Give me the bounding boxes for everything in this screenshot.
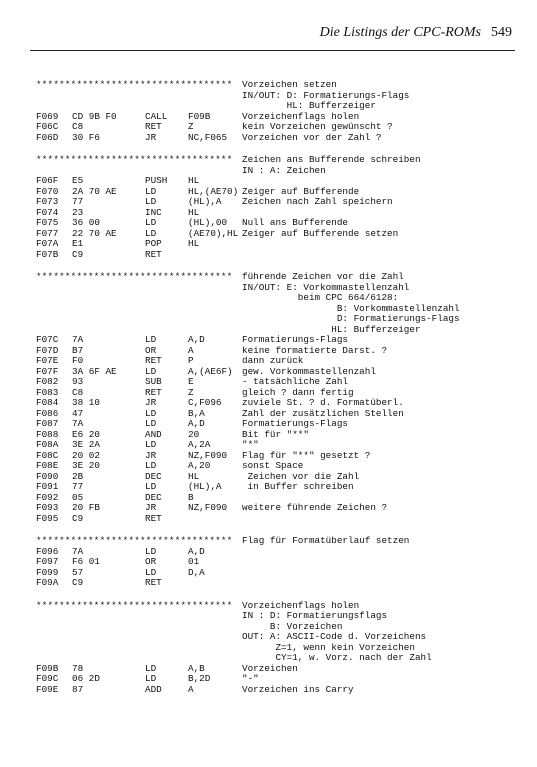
- opcode-bytes: F6 01: [72, 556, 100, 567]
- instruction-line: [36, 335, 516, 346]
- instruction-line: [36, 176, 516, 187]
- instruction-line: [36, 440, 516, 451]
- mnemonic: PUSH: [145, 175, 168, 186]
- address: F08E: [36, 460, 59, 471]
- instruction-line: [36, 133, 516, 144]
- address: F06F: [36, 175, 59, 186]
- mnemonic: CALL: [145, 110, 168, 122]
- operand: A,D: [188, 334, 205, 345]
- address: F090: [36, 470, 59, 482]
- mnemonic: LD: [145, 481, 157, 492]
- address: F07E: [36, 355, 59, 366]
- instruction-line: [36, 377, 516, 388]
- mnemonic: LD: [145, 334, 157, 345]
- opcode-bytes: 3E 20: [72, 460, 100, 471]
- mnemonic: LD: [145, 439, 157, 450]
- mnemonic: DEC: [145, 491, 162, 503]
- address: F070: [36, 185, 59, 197]
- address: F093: [36, 502, 59, 513]
- opcode-bytes: C9: [72, 577, 84, 588]
- comment-text: Vorzeichen: [242, 662, 298, 674]
- instruction-line: [36, 218, 516, 229]
- comment-text: B: Vorzeichen: [242, 620, 343, 632]
- address: F087: [36, 418, 59, 429]
- comment-text: B: Vorkommastellenzahl: [242, 302, 460, 314]
- comment-text: Vorzeichen vor der Zahl ?: [242, 131, 382, 143]
- comment-text: zuviele St. ? d. Formatüberl.: [242, 397, 404, 408]
- instruction-line: [36, 430, 516, 441]
- mnemonic: INC: [145, 206, 162, 218]
- comment-text: D: Formatierungs-Flags: [242, 313, 460, 324]
- routine-separator: [36, 536, 516, 547]
- address: F096: [36, 545, 59, 557]
- opcode-bytes: CD 9B F0: [72, 110, 117, 122]
- instruction-line: [36, 503, 516, 514]
- address: F097: [36, 556, 59, 567]
- operand: A: [188, 683, 194, 695]
- comment-text: in Buffer schreiben: [242, 481, 354, 492]
- instruction-line: [36, 557, 516, 568]
- operand: Z: [188, 386, 194, 398]
- mnemonic: LD: [145, 365, 157, 377]
- comment-line: [36, 611, 516, 622]
- opcode-bytes: E6 20: [72, 428, 100, 440]
- mnemonic: LD: [145, 196, 157, 207]
- instruction-line: [36, 461, 516, 472]
- operand: HL: [188, 206, 200, 218]
- mnemonic: LD: [145, 662, 157, 674]
- separator-stars: **********************************: [36, 154, 233, 165]
- routine-title: führende Zeichen vor die Zahl: [242, 271, 404, 282]
- opcode-bytes: 57: [72, 566, 84, 578]
- operand: 20: [188, 428, 200, 440]
- routine-separator: [36, 80, 516, 91]
- mnemonic: OR: [145, 344, 157, 356]
- operand: HL: [188, 470, 200, 482]
- instruction-line: [36, 239, 516, 250]
- opcode-bytes: C9: [72, 248, 84, 260]
- separator-stars: **********************************: [36, 599, 233, 611]
- opcode-bytes: 23: [72, 206, 84, 218]
- comment-text: IN : D: Formatierungsflags: [242, 610, 388, 621]
- opcode-bytes: 3A 6F AE: [72, 365, 117, 377]
- address: F07B: [36, 248, 59, 260]
- comment-text: "-": [242, 673, 259, 684]
- address: F077: [36, 227, 59, 239]
- address: F09A: [36, 577, 59, 588]
- mnemonic: SUB: [145, 376, 162, 387]
- opcode-bytes: 36 00: [72, 217, 100, 228]
- comment-text: Zeichen vor die Zahl: [242, 470, 360, 482]
- address: F09C: [36, 673, 59, 684]
- operand: A,(AE6F): [188, 365, 233, 377]
- instruction-line: [36, 356, 516, 367]
- opcode-bytes: 3E 2A: [72, 439, 100, 450]
- comment-text: weitere führende Zeichen ?: [242, 502, 388, 513]
- operand: (HL),A: [188, 481, 222, 492]
- address: F074: [36, 206, 59, 218]
- operand: A: [188, 344, 194, 356]
- header-title: Die Listings der CPC-ROMs: [319, 25, 481, 40]
- listing-spacer: [36, 589, 516, 601]
- operand: (HL),00: [188, 217, 228, 228]
- comment-text: Zeiger auf Bufferende: [242, 185, 360, 197]
- operand: NZ,F090: [188, 449, 228, 461]
- comment-text: OUT: A: ASCII-Code d. Vorzeichens: [242, 631, 427, 642]
- operand: D,A: [188, 566, 205, 578]
- operand: NC,F065: [188, 131, 228, 143]
- operand: A,2A: [188, 439, 211, 450]
- page-number: 549: [491, 25, 512, 40]
- address: F095: [36, 512, 59, 524]
- opcode-bytes: 38 10: [72, 397, 100, 408]
- operand: A,20: [188, 460, 211, 471]
- mnemonic: JR: [145, 397, 157, 408]
- comment-text: Null ans Bufferende: [242, 217, 349, 228]
- mnemonic: LD: [145, 185, 157, 197]
- mnemonic: ADD: [145, 683, 162, 695]
- mnemonic: JR: [145, 449, 157, 461]
- comment-line: [36, 314, 516, 325]
- address: F082: [36, 376, 59, 387]
- routine-title: Flag für Formatüberlauf setzen: [242, 535, 410, 546]
- comment-text: sonst Space: [242, 460, 304, 471]
- routine-separator: [36, 155, 516, 166]
- instruction-line: [36, 514, 516, 525]
- operand: HL,(AE70): [188, 185, 239, 197]
- address: F091: [36, 481, 59, 492]
- comment-text: CY=1, w. Vorz. nach der Zahl: [242, 652, 432, 663]
- comment-text: Vorzeichen ins Carry: [242, 683, 354, 695]
- address: F084: [36, 397, 59, 408]
- opcode-bytes: 77: [72, 481, 84, 492]
- address: F069: [36, 110, 59, 122]
- comment-text: Bit für "**": [242, 428, 309, 440]
- opcode-bytes: 20 02: [72, 449, 100, 461]
- operand: HL: [188, 175, 200, 186]
- comment-text: Vorzeichenflags holen: [242, 110, 360, 122]
- mnemonic: POP: [145, 238, 162, 249]
- mnemonic: LD: [145, 460, 157, 471]
- operand: A,D: [188, 545, 205, 557]
- operand: 01: [188, 556, 200, 567]
- separator-stars: **********************************: [36, 271, 233, 282]
- operand: (HL),A: [188, 196, 222, 207]
- comment-line: [36, 293, 516, 304]
- running-header: [320, 25, 512, 41]
- opcode-bytes: 2A 70 AE: [72, 185, 117, 197]
- comment-text: IN/OUT: E: Vorkommastellenzahl: [242, 281, 410, 293]
- mnemonic: RET: [145, 248, 162, 260]
- comment-text: kein Vorzeichen gewünscht ?: [242, 121, 393, 132]
- mnemonic: LD: [145, 673, 157, 684]
- mnemonic: JR: [145, 502, 157, 513]
- opcode-bytes: 87: [72, 683, 84, 695]
- operand: B: [188, 491, 194, 503]
- comment-text: Flag für "**" gesetzt ?: [242, 449, 371, 461]
- opcode-bytes: 7A: [72, 418, 84, 429]
- mnemonic: LD: [145, 227, 157, 239]
- opcode-bytes: 05: [72, 491, 84, 503]
- instruction-line: [36, 578, 516, 589]
- address: F09B: [36, 662, 59, 674]
- operand: Z: [188, 121, 194, 132]
- mnemonic: AND: [145, 428, 162, 440]
- comment-text: keine formatierte Darst. ?: [242, 344, 388, 356]
- address: F075: [36, 217, 59, 228]
- opcode-bytes: C8: [72, 121, 84, 132]
- opcode-bytes: 30 F6: [72, 131, 100, 143]
- opcode-bytes: E1: [72, 238, 84, 249]
- operand: F09B: [188, 110, 211, 122]
- separator-stars: **********************************: [36, 535, 233, 546]
- operand: (AE70),HL: [188, 227, 239, 239]
- opcode-bytes: 2B: [72, 470, 84, 482]
- opcode-bytes: 7A: [72, 334, 84, 345]
- comment-line: [36, 653, 516, 664]
- mnemonic: RET: [145, 386, 162, 398]
- routine-separator: [36, 272, 516, 283]
- address: F086: [36, 407, 59, 419]
- opcode-bytes: 22 70 AE: [72, 227, 117, 239]
- mnemonic: RET: [145, 577, 162, 588]
- mnemonic: RET: [145, 355, 162, 366]
- comment-text: gleich ? dann fertig: [242, 386, 354, 398]
- comment-text: Formatierungs-Flags: [242, 334, 349, 345]
- assembly-listing: [36, 80, 516, 695]
- mnemonic: LD: [145, 566, 157, 578]
- opcode-bytes: 20 FB: [72, 502, 100, 513]
- comment-line: [36, 101, 516, 112]
- header-rule: [30, 50, 515, 51]
- opcode-bytes: 47: [72, 407, 84, 419]
- instruction-line: [36, 419, 516, 430]
- operand: P: [188, 355, 194, 366]
- address: F09E: [36, 683, 59, 695]
- routine-title: Vorzeichen setzen: [242, 79, 337, 90]
- comment-text: HL: Bufferzeiger: [242, 323, 421, 335]
- instruction-line: [36, 568, 516, 579]
- routine-title: Vorzeichenflags holen: [242, 599, 360, 611]
- operand: B,2D: [188, 673, 211, 684]
- address: F099: [36, 566, 59, 578]
- instruction-line: [36, 229, 516, 240]
- instruction-line: [36, 250, 516, 261]
- address: F07A: [36, 238, 59, 249]
- address: F07D: [36, 344, 59, 356]
- mnemonic: LD: [145, 217, 157, 228]
- opcode-bytes: 77: [72, 196, 84, 207]
- comment-text: IN/OUT: D: Formatierungs-Flags: [242, 89, 410, 101]
- operand: E: [188, 376, 194, 387]
- comment-line: [36, 166, 516, 177]
- operand: A,D: [188, 418, 205, 429]
- opcode-bytes: F0: [72, 355, 84, 366]
- comment-text: beim CPC 664/6128:: [242, 292, 399, 303]
- address: F06D: [36, 131, 59, 143]
- address: F073: [36, 196, 59, 207]
- mnemonic: RET: [145, 512, 162, 524]
- operand: HL: [188, 238, 200, 249]
- instruction-line: [36, 122, 516, 133]
- address: F06C: [36, 121, 59, 132]
- comment-text: - tatsächliche Zahl: [242, 376, 349, 387]
- instruction-line: [36, 674, 516, 685]
- opcode-bytes: 93: [72, 376, 84, 387]
- operand: NZ,F090: [188, 502, 228, 513]
- opcode-bytes: 06 2D: [72, 673, 100, 684]
- address: F07F: [36, 365, 59, 377]
- mnemonic: OR: [145, 556, 157, 567]
- operand: B,A: [188, 407, 205, 419]
- comment-text: Zahl der zusätzlichen Stellen: [242, 407, 404, 419]
- comment-text: IN : A: Zeichen: [242, 164, 326, 176]
- mnemonic: LD: [145, 407, 157, 419]
- comment-text: dann zurück: [242, 355, 304, 366]
- separator-stars: **********************************: [36, 79, 233, 90]
- opcode-bytes: E5: [72, 175, 84, 186]
- address: F07C: [36, 334, 59, 345]
- address: F088: [36, 428, 59, 440]
- mnemonic: JR: [145, 131, 157, 143]
- comment-text: Zeiger auf Bufferende setzen: [242, 227, 399, 239]
- address: F092: [36, 491, 59, 503]
- operand: A,B: [188, 662, 205, 674]
- mnemonic: LD: [145, 418, 157, 429]
- comment-text: gew. Vorkommastellenzahl: [242, 365, 376, 377]
- instruction-line: [36, 197, 516, 208]
- mnemonic: DEC: [145, 470, 162, 482]
- opcode-bytes: C8: [72, 386, 84, 398]
- instruction-line: [36, 547, 516, 558]
- comment-text: HL: Bufferzeiger: [242, 100, 376, 111]
- mnemonic: LD: [145, 545, 157, 557]
- instruction-line: [36, 482, 516, 493]
- instruction-line: [36, 664, 516, 675]
- comment-text: "*": [242, 439, 259, 450]
- address: F08C: [36, 449, 59, 461]
- opcode-bytes: 7A: [72, 545, 84, 557]
- address: F08A: [36, 439, 59, 450]
- mnemonic: RET: [145, 121, 162, 132]
- routine-title: Zeichen ans Bufferende schreiben: [242, 154, 421, 165]
- comment-text: Formatierungs-Flags: [242, 418, 349, 429]
- comment-text: Zeichen nach Zahl speichern: [242, 196, 393, 207]
- opcode-bytes: B7: [72, 344, 84, 356]
- opcode-bytes: 78: [72, 662, 84, 674]
- opcode-bytes: C9: [72, 512, 84, 524]
- operand: C,F096: [188, 397, 222, 408]
- comment-text: Z=1, wenn kein Vorzeichen: [242, 641, 415, 653]
- instruction-line: [36, 398, 516, 409]
- address: F083: [36, 386, 59, 398]
- instruction-line: [36, 685, 516, 696]
- comment-line: [36, 632, 516, 643]
